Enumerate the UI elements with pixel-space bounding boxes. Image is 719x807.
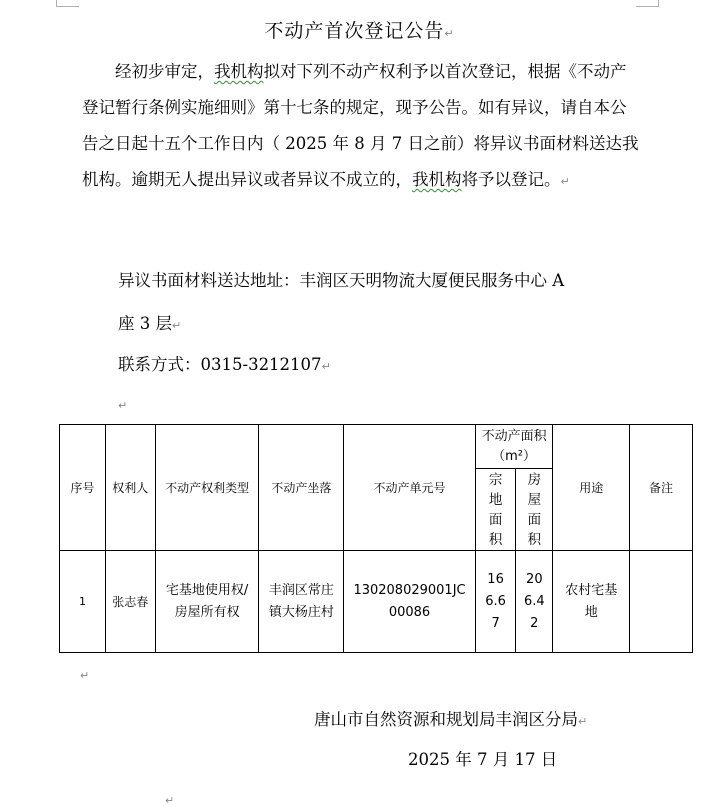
cell-remark <box>630 551 693 653</box>
intro-paragraph: 经初步审定，我机构拟对下列不动产权利予以首次登记，根据《不动产登记暂行条例实施细则》第十七条的规定，现予公告。如有异议，请自本公告之日起十五个工作日内（ 2025 年 8 月 7 日之前）将异议书面材料送达我机构。逾期无人提出异议或者异议不成立的，我机构将予以登记。↵ <box>82 62 639 189</box>
cell-owner: 张志春 <box>105 551 155 653</box>
org-ref-1: 我机构 <box>214 62 264 81</box>
header-land-area: 宗地面积 <box>475 469 516 551</box>
cell-house-area: 206.42 <box>516 551 553 653</box>
page-title: 不动产首次登记公告↵ <box>264 20 455 42</box>
header-remark: 备注 <box>630 425 693 551</box>
header-right-type: 不动产权利类型 <box>155 425 259 551</box>
table-row <box>60 551 693 653</box>
header-usage: 用途 <box>553 425 630 551</box>
header-owner: 权利人 <box>105 425 155 551</box>
header-house-area: 房屋面积 <box>516 469 553 551</box>
cell-land-area: 166.67 <box>475 551 516 653</box>
paragraph-mark: ↵ <box>165 794 175 807</box>
cell-unit-no: 130208029001JC00086 <box>344 551 476 653</box>
crop-mark-top-left <box>56 0 79 7</box>
crop-mark-top-right <box>636 0 659 7</box>
announcement-table <box>59 424 693 653</box>
header-unit-no: 不动产单元号 <box>344 425 476 551</box>
address-line-1: 异议书面材料送达地址：丰润区天明物流大厦便民服务中心 A <box>118 271 565 290</box>
cell-right-type: 宅基地使用权/房屋所有权 <box>155 551 259 653</box>
header-location: 不动产坐落 <box>259 425 344 551</box>
cell-usage: 农村宅基地 <box>553 551 630 653</box>
issuing-organization: 唐山市自然资源和规划局丰润区分局↵ <box>314 710 588 729</box>
issue-date: 2025 年 7 月 17 日 <box>408 750 558 769</box>
cell-location: 丰润区常庄镇大杨庄村 <box>259 551 344 653</box>
address-line-2: 座 3 层↵ <box>118 314 182 333</box>
cell-seq: 1 <box>60 551 106 653</box>
contact-line: 联系方式：0315-3212107↵ <box>118 355 331 374</box>
paragraph-mark: ↵ <box>118 399 128 412</box>
org-ref-2: 我机构 <box>412 170 462 189</box>
header-area-group: 不动产面积（m²） <box>475 425 552 469</box>
header-seq: 序号 <box>60 425 106 551</box>
paragraph-mark: ↵ <box>80 669 90 682</box>
